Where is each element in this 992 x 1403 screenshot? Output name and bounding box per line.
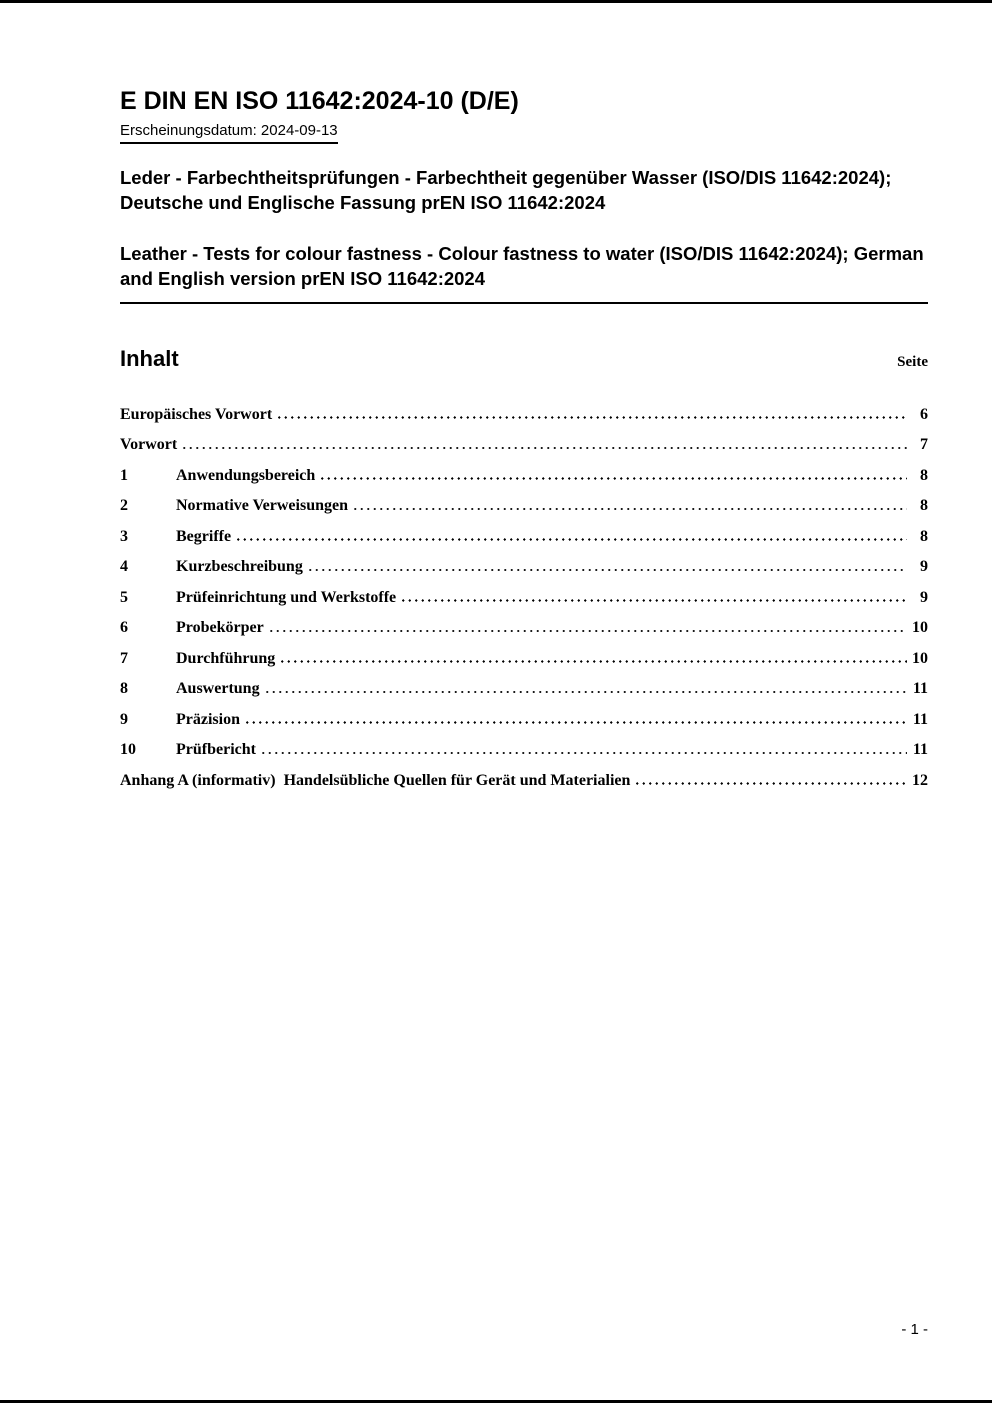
toc-entry-page: 11	[912, 680, 928, 698]
toc-entry-title: Europäisches Vorwort	[120, 405, 273, 423]
toc-entry	[120, 406, 928, 437]
toc-entry-page: 12	[912, 771, 928, 789]
toc-entry-number: 7	[120, 649, 128, 667]
dot-leader	[264, 689, 907, 693]
dot-leader	[235, 537, 907, 541]
dot-leader	[244, 720, 907, 724]
toc-entry	[120, 558, 928, 589]
toc-entry-title: Prüfbericht	[176, 741, 256, 759]
toc-entry	[120, 528, 928, 559]
header-divider	[120, 302, 928, 304]
document-title: E DIN EN ISO 11642:2024-10 (D/E)	[120, 87, 519, 115]
toc-entry-title: Normative Verweisungen	[176, 497, 348, 515]
toc-entry-title: Vorwort	[120, 436, 178, 454]
dot-leader	[352, 506, 907, 510]
dot-leader	[307, 567, 907, 571]
toc-entry-number: 10	[120, 741, 136, 759]
toc-list	[120, 406, 928, 803]
publish-date: Erscheinungsdatum: 2024-09-13	[120, 122, 338, 144]
toc-entry-title: Auswertung	[176, 680, 260, 698]
toc-entry-number: 6	[120, 619, 128, 637]
toc-entry-page: 9	[920, 558, 928, 576]
dot-leader	[634, 781, 907, 785]
toc-entry-title: Präzision	[176, 710, 240, 728]
dot-leader	[276, 415, 907, 419]
toc-entry-number: 1	[120, 466, 128, 484]
toc-header	[120, 346, 928, 372]
page-number: - 1 -	[901, 1321, 928, 1338]
toc-entry-page: 10	[912, 649, 928, 667]
toc-entry	[120, 650, 928, 681]
toc-entry-title: Probekörper	[176, 619, 264, 637]
toc-entry-number: 5	[120, 588, 128, 606]
toc-entry-page: 7	[920, 436, 928, 454]
page-content	[0, 3, 992, 802]
toc-entry-number: 9	[120, 710, 128, 728]
toc-entry-title: Prüfeinrichtung und Werkstoffe	[176, 588, 397, 606]
toc-entry-page: 6	[920, 405, 928, 423]
toc-entry	[120, 741, 928, 772]
title-english: Leather - Tests for colour fastness - Colour fastness to water (ISO/DIS 11642:2024); German and English version prEN ISO 11642:2024	[120, 242, 924, 289]
toc-entry	[120, 467, 928, 498]
dot-leader	[268, 628, 907, 632]
toc-entry-number: 8	[120, 680, 128, 698]
toc-entry-page: 9	[920, 588, 928, 606]
toc-entry	[120, 711, 928, 742]
toc-entry-page: 11	[912, 710, 928, 728]
toc-entry-title: Anwendungsbereich	[176, 466, 316, 484]
toc-entry	[120, 680, 928, 711]
toc-entry	[120, 589, 928, 620]
toc-entry-title: Durchführung	[176, 649, 276, 667]
toc-entry-page: 8	[920, 497, 928, 515]
table-of-contents	[120, 346, 928, 803]
dot-leader	[279, 659, 907, 663]
toc-heading: Inhalt	[120, 345, 179, 371]
toc-entry-number: 3	[120, 527, 128, 545]
toc-entry-title: Kurzbeschreibung	[176, 558, 303, 576]
toc-entry-page: 10	[912, 619, 928, 637]
toc-entry-title: Anhang A (informativ) Handelsübliche Quellen für Gerät und Materialien	[120, 771, 631, 789]
toc-page-column-label: Seite	[897, 353, 928, 370]
title-german: Leder - Farbechtheitsprüfungen - Farbechtheit gegenüber Wasser (ISO/DIS 11642:2024); Deutsche und Englische Fassung prEN ISO 11642:2024	[120, 166, 892, 213]
document-header	[120, 87, 928, 304]
dot-leader	[319, 476, 907, 480]
toc-entry	[120, 619, 928, 650]
toc-entry	[120, 772, 928, 803]
toc-entry	[120, 497, 928, 528]
toc-entry-page: 8	[920, 466, 928, 484]
toc-entry-page: 8	[920, 527, 928, 545]
toc-entry-number: 4	[120, 558, 128, 576]
dot-leader	[260, 750, 907, 754]
dot-leader	[400, 598, 907, 602]
toc-entry-number: 2	[120, 497, 128, 515]
toc-entry-title: Begriffe	[176, 527, 232, 545]
dot-leader	[181, 445, 907, 449]
page-footer	[901, 1321, 928, 1338]
toc-entry-page: 11	[912, 741, 928, 759]
toc-entry	[120, 436, 928, 467]
